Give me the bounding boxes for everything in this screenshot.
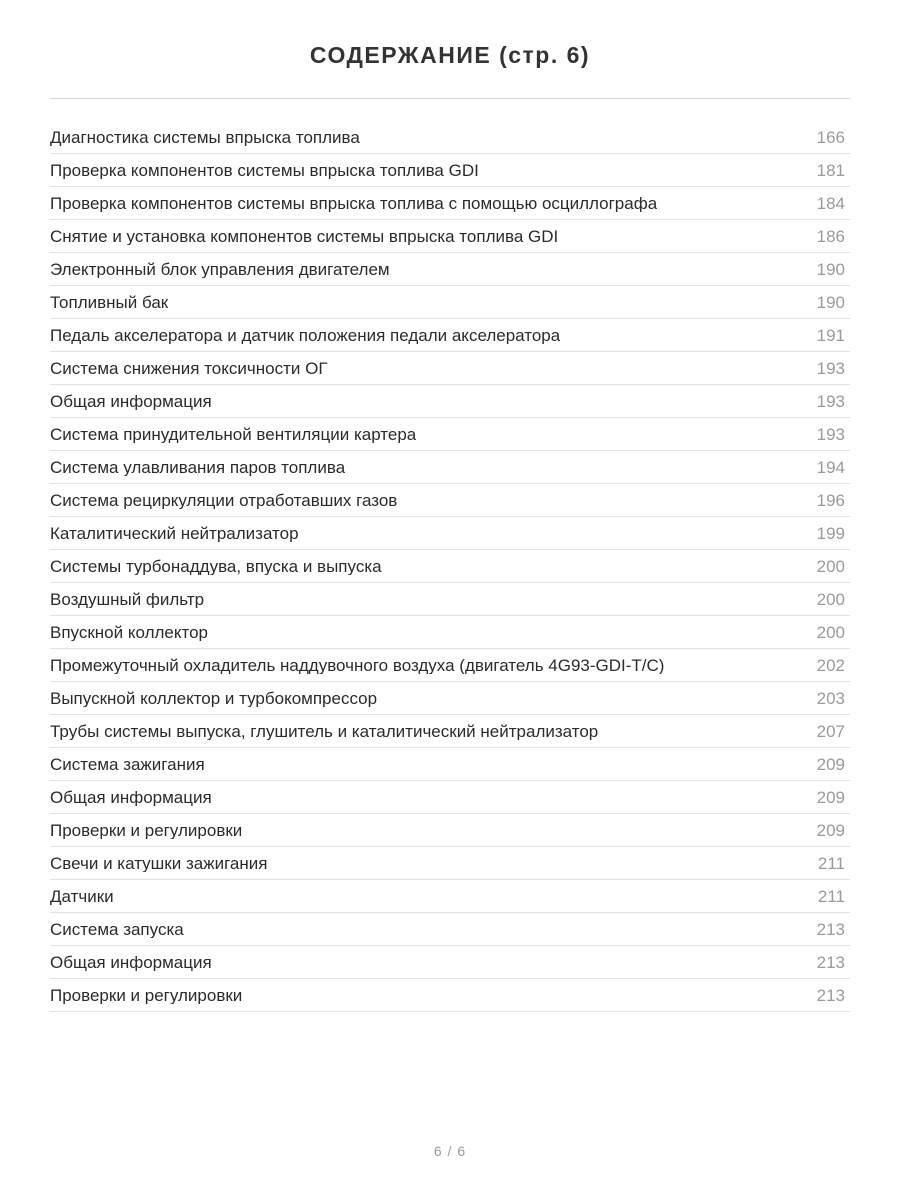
toc-entry-title: Впускной коллектор <box>50 623 208 641</box>
toc-entry-page-number: 203 <box>816 688 845 708</box>
toc-entry-row <box>50 616 850 649</box>
toc-entry-title: Общая информация <box>50 953 212 971</box>
toc-entry-page-number: 200 <box>816 589 845 609</box>
toc-entry-page-number: 209 <box>816 754 845 774</box>
toc-entry-title: Проверка компонентов системы впрыска топлива GDI <box>50 161 479 179</box>
toc-entry-row <box>50 253 850 286</box>
toc-entry-page-number: 193 <box>816 391 845 411</box>
toc-entry-row <box>50 748 850 781</box>
toc-entry-page-number: 190 <box>816 292 845 312</box>
toc-entry-row <box>50 451 850 484</box>
toc-entry-title: Датчики <box>50 887 114 905</box>
toc-entry-row <box>50 550 850 583</box>
toc-entry-row <box>50 385 850 418</box>
toc-entry-page-number: 207 <box>816 721 845 741</box>
toc-entry-title: Каталитический нейтрализатор <box>50 524 299 542</box>
toc-entry-page-number: 213 <box>816 952 845 972</box>
toc-entry-page-number: 181 <box>816 160 845 180</box>
toc-entry-row <box>50 154 850 187</box>
toc-entry-row <box>50 682 850 715</box>
toc-entry-row <box>50 847 850 880</box>
toc-entry-row <box>50 484 850 517</box>
toc-entry-page-number: 213 <box>816 985 845 1005</box>
page-title: СОДЕРЖАНИЕ (стр. 6) <box>309 42 591 68</box>
toc-entry-page-number: 190 <box>816 259 845 279</box>
toc-entry-page-number: 211 <box>817 853 845 873</box>
toc-entry-title: Система рециркуляции отработавших газов <box>50 491 398 509</box>
toc-entry-row <box>50 715 850 748</box>
toc-entry-title: Системы турбонаддува, впуска и выпуска <box>50 557 382 575</box>
toc-entry-title: Общая информация <box>50 788 212 806</box>
toc-entry-row <box>50 880 850 913</box>
toc-entry-page-number: 209 <box>816 820 845 840</box>
toc-entry-row <box>50 352 850 385</box>
toc-entry-row <box>50 913 850 946</box>
toc-entry-row <box>50 517 850 550</box>
toc-entry-title: Снятие и установка компонентов системы впрыска топлива GDI <box>50 227 559 245</box>
toc-entry-title: Промежуточный охладитель наддувочного воздуха (двигатель 4G93-GDI-T/C) <box>50 656 665 674</box>
toc-entry-page-number: 213 <box>816 919 845 939</box>
toc-entry-row <box>50 220 850 253</box>
toc-entry-row <box>50 979 850 1012</box>
toc-entry-page-number: 211 <box>817 886 845 906</box>
toc-entry-row <box>50 583 850 616</box>
toc-list <box>50 121 850 1012</box>
toc-entry-page-number: 184 <box>816 193 845 213</box>
toc-entry-page-number: 196 <box>816 490 845 510</box>
toc-entry-row <box>50 814 850 847</box>
toc-entry-page-number: 200 <box>816 556 845 576</box>
toc-entry-title: Воздушный фильтр <box>50 590 205 608</box>
toc-entry-title: Электронный блок управления двигателем <box>50 260 390 278</box>
toc-entry-row <box>50 418 850 451</box>
toc-entry-page-number: 199 <box>816 523 845 543</box>
toc-entry-row <box>50 319 850 352</box>
toc-entry-title: Система зажигания <box>50 755 205 773</box>
toc-entry-row <box>50 121 850 154</box>
toc-entry-title: Топливный бак <box>50 293 169 311</box>
toc-entry-page-number: 186 <box>816 226 845 246</box>
toc-entry-title: Система улавливания паров топлива <box>50 458 346 476</box>
toc-entry-page-number: 166 <box>816 127 845 147</box>
toc-entry-title: Диагностика системы впрыска топлива <box>50 128 360 146</box>
header-divider <box>50 98 850 99</box>
toc-entry-row <box>50 187 850 220</box>
toc-entry-page-number: 193 <box>816 424 845 444</box>
toc-entry-page-number: 209 <box>816 787 845 807</box>
toc-entry-title: Общая информация <box>50 392 212 410</box>
toc-entry-page-number: 191 <box>816 325 845 345</box>
toc-entry-title: Система принудительной вентиляции картера <box>50 425 417 443</box>
toc-entry-title: Проверки и регулировки <box>50 986 243 1004</box>
page-number-indicator: 6 / 6 <box>433 1143 467 1159</box>
toc-entry-row <box>50 649 850 682</box>
toc-entry-title: Система снижения токсичности ОГ <box>50 359 328 377</box>
toc-entry-page-number: 194 <box>816 457 845 477</box>
toc-entry-title: Выпускной коллектор и турбокомпрессор <box>50 689 378 707</box>
toc-entry-title: Проверка компонентов системы впрыска топлива с помощью осциллографа <box>50 194 658 212</box>
toc-entry-row <box>50 946 850 979</box>
toc-entry-title: Педаль акселератора и датчик положения педали акселератора <box>50 326 561 344</box>
toc-entry-title: Проверки и регулировки <box>50 821 243 839</box>
toc-entry-title: Свечи и катушки зажигания <box>50 854 268 872</box>
toc-entry-row <box>50 781 850 814</box>
toc-entry-page-number: 193 <box>816 358 845 378</box>
toc-entry-title: Трубы системы выпуска, глушитель и каталитический нейтрализатор <box>50 722 599 740</box>
toc-entry-page-number: 202 <box>816 655 845 675</box>
toc-entry-page-number: 200 <box>816 622 845 642</box>
toc-entry-title: Система запуска <box>50 920 184 938</box>
toc-entry-row <box>50 286 850 319</box>
